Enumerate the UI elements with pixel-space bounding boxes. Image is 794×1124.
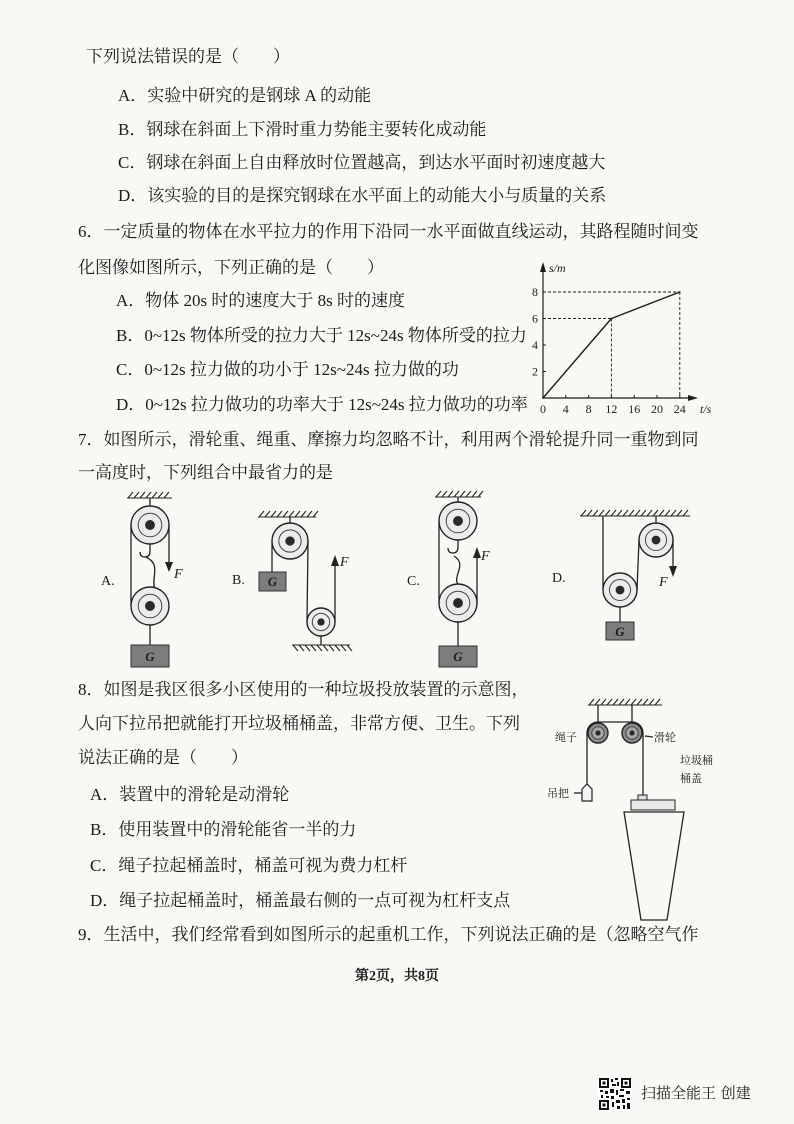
x-tick-label: 16 <box>628 402 641 416</box>
q8-trash-can-device-figure <box>540 698 725 926</box>
q8-option-b: B．使用装置中的滑轮能省一半的力 <box>90 820 357 839</box>
q8-option-d: D．绳子拉起桶盖时，桶盖最右侧的一点可视为杠杆支点 <box>90 891 511 910</box>
pulley-axle <box>595 730 600 735</box>
x-tick-label: 24 <box>673 402 686 416</box>
q6-option-a: A．物体 20s 时的速度大于 8s 时的速度 <box>116 291 406 310</box>
pulley-axle <box>285 536 294 545</box>
pulley-axle <box>453 516 463 526</box>
force-label: F <box>481 549 490 564</box>
q6-option-d: D．0~12s 拉力做功的功率大于 12s~24s 拉力做功的功率 <box>116 395 528 414</box>
x-tick-label: 20 <box>651 402 663 416</box>
weight-label: G <box>267 574 278 589</box>
pulley-option-b <box>232 511 352 651</box>
y-tick-label: 4 <box>532 338 538 352</box>
q6-option-c: C．0~12s 拉力做的功小于 12s~24s 拉力做的功 <box>116 360 459 379</box>
fixed-pulley <box>272 523 308 559</box>
weight-label: G <box>145 649 155 664</box>
data-point <box>679 291 681 293</box>
pulley-option-a <box>101 492 183 667</box>
pulley-axle <box>453 598 463 608</box>
option-label-c: C. <box>407 574 420 589</box>
handle-label: 吊把 <box>547 788 569 800</box>
fixed-pulley <box>131 506 169 544</box>
pulley-axle <box>616 586 625 595</box>
q5-option-a: A．实验中研究的是钢球 A 的动能 <box>118 86 372 105</box>
x-tick-label: 0 <box>540 402 546 416</box>
data-point <box>611 318 613 320</box>
pulley-axle <box>629 730 634 735</box>
data-point <box>542 397 544 399</box>
q5-stem: 下列说法错误的是（ ） <box>86 47 290 66</box>
force-label: F <box>340 555 349 570</box>
pulley-right <box>622 723 642 743</box>
series-line-segment <box>611 292 679 319</box>
x-axis-arrow <box>688 395 698 401</box>
q6-stem-line1: 6．一定质量的物体在水平拉力的作用下沿同一水平面做直线运动，其路程随时间变 <box>78 222 699 241</box>
pulley-option-d <box>552 510 690 640</box>
ceiling-hatch <box>258 511 318 517</box>
q9-stem: 9．生活中，我们经常看到如图所示的起重机工作，下列说法正确的是（忽略空气作 <box>78 925 699 944</box>
x-tick-label: 8 <box>585 402 592 416</box>
lid-knob <box>638 795 647 800</box>
option-label-d: D. <box>552 571 566 586</box>
q7-pulley-figures <box>90 490 710 675</box>
ground-hatch <box>292 645 352 651</box>
q6-stem-line2: 化图像如图所示，下列正确的是（ ） <box>78 258 384 277</box>
q8-stem-line3: 说法正确的是（ ） <box>78 748 248 767</box>
q7-stem-line1: 7．如图所示，滑轮重、绳重、摩擦力均忽略不计，利用两个滑轮提升同一重物到同 <box>78 430 699 449</box>
x-axis-label: t/s <box>700 402 712 416</box>
ceiling-hatch <box>580 510 690 516</box>
pulley-axle <box>317 618 324 625</box>
rope-middle <box>637 540 639 590</box>
option-label-b: B. <box>232 573 245 588</box>
q5-option-d: D．该实验的目的是探究钢球在水平面上的动能大小与质量的关系 <box>118 186 607 205</box>
q5-option-b: B．钢球在斜面上下滑时重力势能主要转化成动能 <box>118 120 487 139</box>
fixed-pulley <box>439 502 477 540</box>
movable-pulley <box>603 573 637 607</box>
weight-label: G <box>615 624 625 639</box>
y-tick-label: 2 <box>532 364 538 379</box>
rope-to-movable <box>307 541 308 622</box>
x-tick-label: 4 <box>562 402 569 416</box>
scanner-footer-text: 扫描全能王 创建 <box>641 1084 751 1102</box>
ceiling-hatch <box>435 491 483 497</box>
lid-label-line2: 桶盖 <box>680 773 702 785</box>
q8-option-c: C．绳子拉起桶盖时，桶盖可视为费力杠杆 <box>90 856 408 875</box>
y-axis-arrow <box>540 262 546 272</box>
pulley-leader-line <box>645 736 653 737</box>
handle-icon <box>582 784 592 801</box>
force-arrow-up <box>331 555 339 566</box>
pulley-option-c <box>407 491 490 667</box>
q8-option-a: A．装置中的滑轮是动滑轮 <box>90 785 290 804</box>
force-arrow-down <box>165 562 173 572</box>
ceiling-hatch <box>127 492 172 498</box>
y-tick-label: 6 <box>532 311 538 326</box>
pulley-axle <box>145 601 155 611</box>
fixed-pulley <box>639 523 673 557</box>
force-label: F <box>659 575 668 590</box>
hook <box>448 540 458 553</box>
force-arrow-down <box>669 566 677 577</box>
x-tick-label: 12 <box>605 402 618 416</box>
trash-can-lid <box>631 800 675 810</box>
q6-option-b: B．0~12s 物体所受的拉力大于 12s~24s 物体所受的拉力 <box>116 326 527 345</box>
q8-stem-line2: 人向下拉吊把就能打开垃圾桶桶盖，非常方便、卫生。下列 <box>78 714 520 733</box>
lid-label-line1: 垃圾桶 <box>680 755 713 767</box>
page-number: 第2页，共8页 <box>355 969 439 984</box>
movable-pulley <box>307 608 335 636</box>
weight-label: G <box>453 649 463 664</box>
option-label-a: A. <box>101 574 115 589</box>
pulley-axle <box>652 536 661 545</box>
q6-distance-time-graph <box>520 255 725 420</box>
movable-pulley <box>439 584 477 622</box>
hook <box>140 544 150 557</box>
pulley-left <box>588 723 608 743</box>
series-line-segment <box>543 319 611 399</box>
rope-label: 绳子 <box>555 732 577 744</box>
q7-stem-line2: 一高度时，下列组合中最省力的是 <box>78 463 333 482</box>
pulley-label: 滑轮 <box>654 732 676 744</box>
y-tick-label: 8 <box>532 285 538 299</box>
y-axis-label: s/m <box>549 261 566 275</box>
trash-can-body <box>624 812 684 920</box>
movable-pulley <box>131 587 169 625</box>
rope-s-segment <box>454 556 463 588</box>
ceiling-hatch <box>588 699 662 705</box>
force-label: F <box>174 567 183 582</box>
q5-option-c: C．钢球在斜面上自由释放时位置越高，到达水平面时初速度越大 <box>118 153 606 172</box>
force-arrow-up <box>473 547 481 558</box>
qr-code-icon <box>598 1077 632 1111</box>
pulley-axle <box>145 520 155 530</box>
q8-stem-line1: 8．如图是我区很多小区使用的一种垃圾投放装置的示意图， <box>78 680 529 699</box>
